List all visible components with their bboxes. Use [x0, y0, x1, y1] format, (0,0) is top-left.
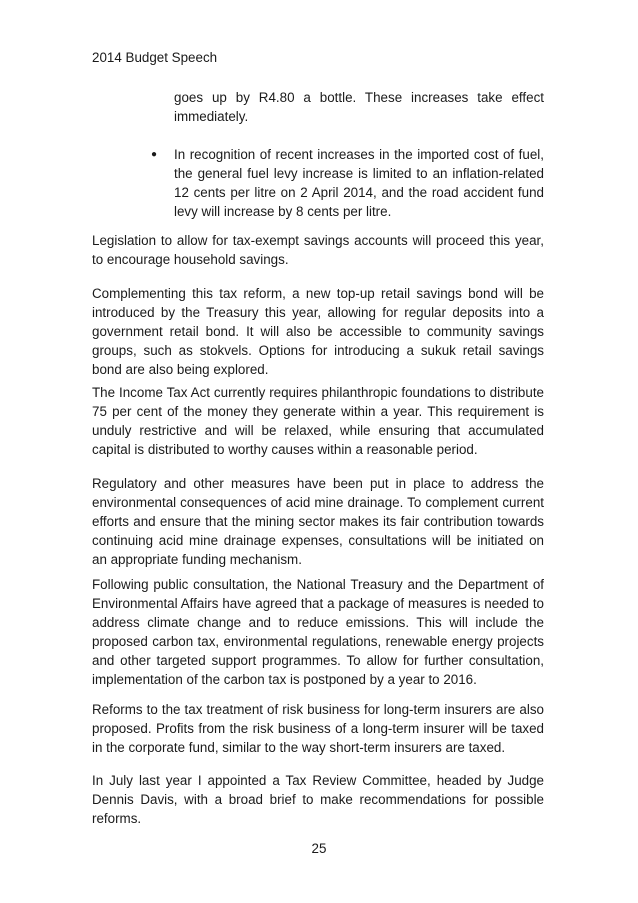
- paragraph-philanthropic-foundations: The Income Tax Act currently requires philanthropic foundations to distribute 75 per cent of the money they generate within a year. This requirement is unduly restrictive and will be relaxed, while ensuring that accumulated capital is distributed to worthy causes within a reasonable period.: [92, 385, 544, 457]
- bullet-paragraph: In recognition of recent increases in the imported cost of fuel, the general fuel levy increase is limited to an inflation-related 12 cents per litre on 2 April 2014, and the road accident fund levy will increase by 8 cents per litre.: [174, 147, 544, 219]
- running-header: 2014 Budget Speech: [92, 50, 218, 65]
- paragraph-acid-mine-drainage: Regulatory and other measures have been put in place to address the environmental consequences of acid mine drainage. To complement current efforts and ensure that the mining sector makes its fair contribution towards continuing acid mine drainage expenses, consultations will be initiated on an appropriate funding mechanism.: [92, 476, 544, 567]
- paragraph-tax-exempt-savings: Legislation to allow for tax-exempt savings accounts will proceed this year, to encourage household savings.: [92, 233, 544, 267]
- paragraph-retail-savings-bond: Complementing this tax reform, a new top-up retail savings bond will be introduced by the Treasury this year, allowing for regular deposits into a government retail bond. It will also be accessible to community savings groups, such as stokvels. Options for introducing a sukuk retail savings bond are also being explored.: [92, 286, 544, 377]
- page-number: 25: [311, 841, 327, 856]
- paragraph-tax-review-committee: In July last year I appointed a Tax Review Committee, headed by Judge Dennis Davis, with a broad brief to make recommendations for possible reforms.: [92, 773, 544, 826]
- paragraph-long-term-insurers: Reforms to the tax treatment of risk business for long-term insurers are also proposed. Profits from the risk business of a long-term insurer will be taxed in the corporate fund, similar to the way short-term insurers are taxed.: [92, 702, 544, 755]
- paragraph-carbon-tax: Following public consultation, the National Treasury and the Department of Environmental Affairs have agreed that a package of measures is needed to address climate change and to reduce emissions. This will include the proposed carbon tax, environmental regulations, renewable energy projects and other targeted support programmes. To allow for further consultation, implementation of the carbon tax is postponed by a year to 2016.: [92, 577, 544, 687]
- bullet-icon: ●: [151, 149, 158, 160]
- continuation-paragraph: goes up by R4.80 a bottle. These increases take effect immediately.: [174, 90, 544, 124]
